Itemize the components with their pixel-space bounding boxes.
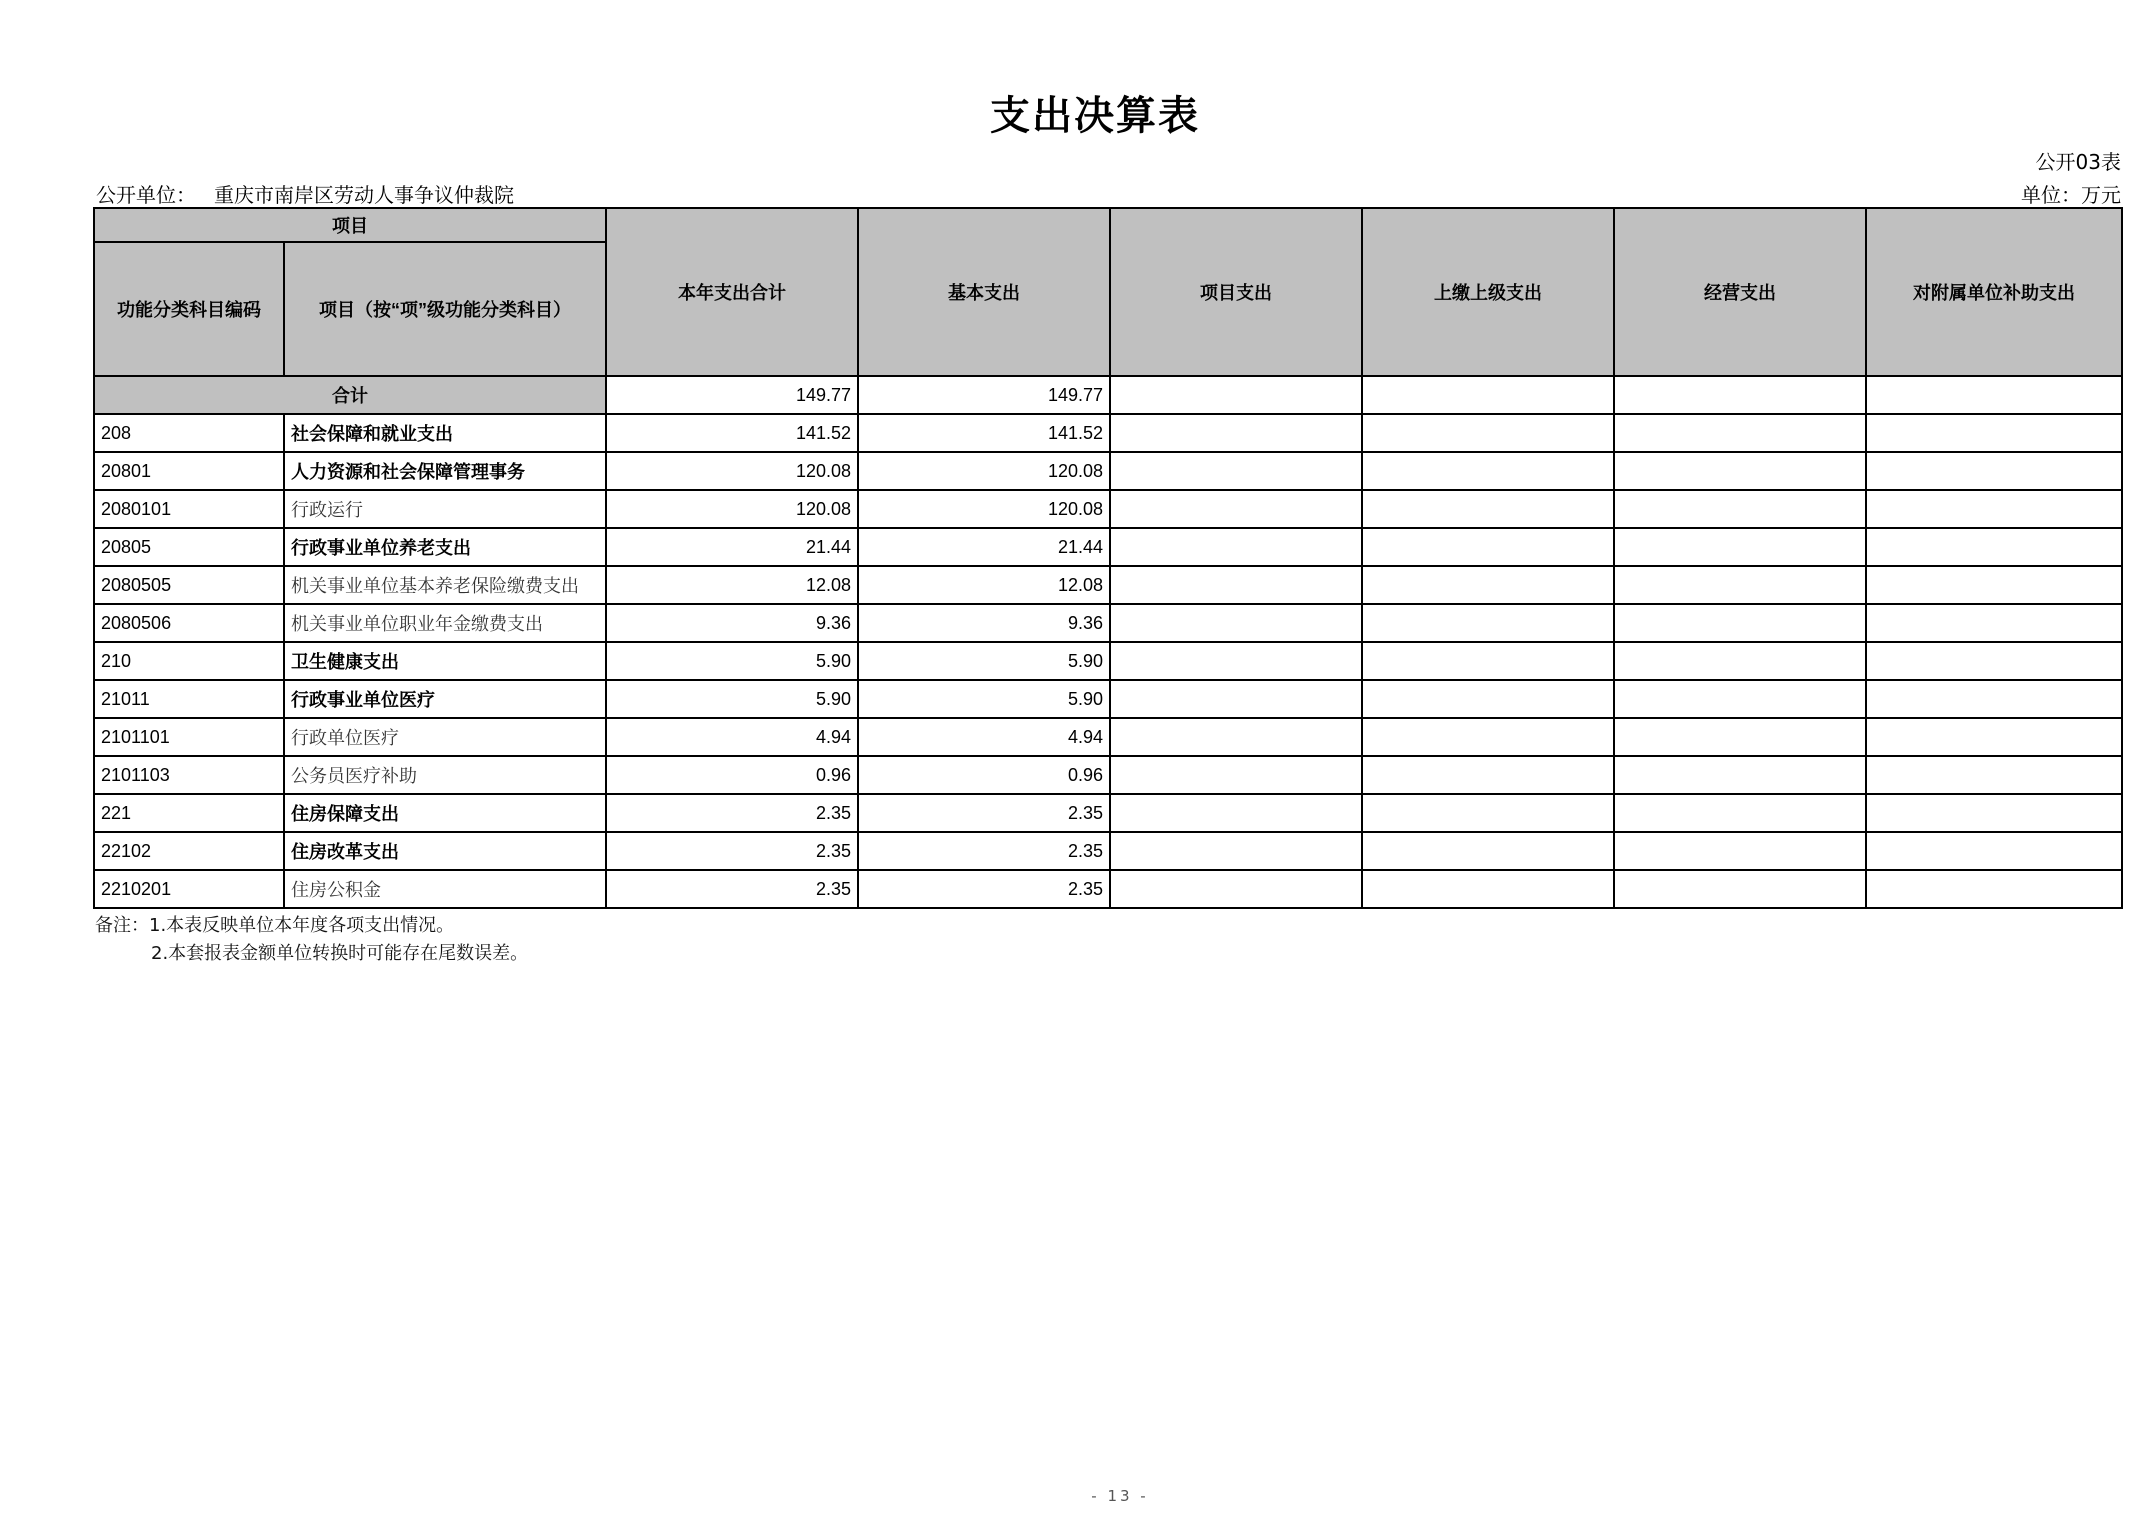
row-total: 21.44 bbox=[606, 528, 858, 566]
row-total: 2.35 bbox=[606, 870, 858, 908]
table-row bbox=[94, 642, 2122, 680]
table-row bbox=[94, 490, 2122, 528]
row-code: 2080505 bbox=[94, 566, 284, 604]
row-subsidy bbox=[1866, 452, 2122, 490]
row-upper-remittance bbox=[1362, 528, 1614, 566]
row-code: 208 bbox=[94, 414, 284, 452]
row-basic: 0.96 bbox=[858, 756, 1110, 794]
row-total: 4.94 bbox=[606, 718, 858, 756]
row-basic: 21.44 bbox=[858, 528, 1110, 566]
row-upper-remittance bbox=[1362, 604, 1614, 642]
row-total: 2.35 bbox=[606, 794, 858, 832]
row-total: 141.52 bbox=[606, 414, 858, 452]
header-project-expenditure: 项目支出 bbox=[1110, 208, 1362, 376]
row-business bbox=[1614, 756, 1866, 794]
row-basic: 9.36 bbox=[858, 604, 1110, 642]
row-business bbox=[1614, 566, 1866, 604]
reporting-unit-label: 公开单位： bbox=[96, 183, 196, 207]
row-code: 2210201 bbox=[94, 870, 284, 908]
note-line-1: 备注：1.本表反映单位本年度各项支出情况。 bbox=[95, 915, 455, 936]
row-project-expenditure bbox=[1110, 642, 1362, 680]
total-sum: 149.77 bbox=[606, 376, 858, 414]
row-project-expenditure bbox=[1110, 756, 1362, 794]
row-name: 行政运行 bbox=[284, 490, 606, 528]
row-code: 20805 bbox=[94, 528, 284, 566]
row-project-expenditure bbox=[1110, 490, 1362, 528]
row-basic: 5.90 bbox=[858, 642, 1110, 680]
row-name: 机关事业单位职业年金缴费支出 bbox=[284, 604, 606, 642]
header-business: 经营支出 bbox=[1614, 208, 1866, 376]
row-basic: 2.35 bbox=[858, 832, 1110, 870]
row-basic: 120.08 bbox=[858, 490, 1110, 528]
row-upper-remittance bbox=[1362, 680, 1614, 718]
reporting-unit-name: 重庆市南岸区劳动人事争议仲裁院 bbox=[214, 183, 514, 207]
row-project-expenditure bbox=[1110, 680, 1362, 718]
row-basic: 12.08 bbox=[858, 566, 1110, 604]
total-business bbox=[1614, 376, 1866, 414]
total-upper-remittance bbox=[1362, 376, 1614, 414]
row-project-expenditure bbox=[1110, 604, 1362, 642]
header-name: 项目（按“项”级功能分类科目） bbox=[284, 242, 606, 376]
row-name: 住房公积金 bbox=[284, 870, 606, 908]
row-total: 5.90 bbox=[606, 680, 858, 718]
table-row bbox=[94, 832, 2122, 870]
row-business bbox=[1614, 452, 1866, 490]
header-project: 项目 bbox=[94, 208, 606, 242]
row-total: 0.96 bbox=[606, 756, 858, 794]
row-name: 行政单位医疗 bbox=[284, 718, 606, 756]
row-name: 机关事业单位基本养老保险缴费支出 bbox=[284, 566, 606, 604]
row-subsidy bbox=[1866, 794, 2122, 832]
row-upper-remittance bbox=[1362, 718, 1614, 756]
row-business bbox=[1614, 680, 1866, 718]
row-subsidy bbox=[1866, 604, 2122, 642]
row-code: 2101103 bbox=[94, 756, 284, 794]
expenditure-table bbox=[93, 207, 2123, 909]
row-subsidy bbox=[1866, 414, 2122, 452]
row-upper-remittance bbox=[1362, 794, 1614, 832]
total-project-expenditure bbox=[1110, 376, 1362, 414]
row-subsidy bbox=[1866, 756, 2122, 794]
row-subsidy bbox=[1866, 718, 2122, 756]
row-project-expenditure bbox=[1110, 566, 1362, 604]
form-number: 公开03表 bbox=[2035, 150, 2121, 174]
table-row bbox=[94, 756, 2122, 794]
row-subsidy bbox=[1866, 870, 2122, 908]
header-subsidy: 对附属单位补助支出 bbox=[1866, 208, 2122, 376]
row-name: 公务员医疗补助 bbox=[284, 756, 606, 794]
row-basic: 2.35 bbox=[858, 794, 1110, 832]
header-basic: 基本支出 bbox=[858, 208, 1110, 376]
header-total: 本年支出合计 bbox=[606, 208, 858, 376]
row-business bbox=[1614, 642, 1866, 680]
row-code: 2101101 bbox=[94, 718, 284, 756]
table-row bbox=[94, 794, 2122, 832]
row-upper-remittance bbox=[1362, 642, 1614, 680]
reporting-unit bbox=[96, 179, 514, 208]
row-total: 9.36 bbox=[606, 604, 858, 642]
row-subsidy bbox=[1866, 490, 2122, 528]
page-number: - 13 - bbox=[1091, 1487, 1149, 1505]
row-basic: 2.35 bbox=[858, 870, 1110, 908]
row-business bbox=[1614, 794, 1866, 832]
row-total: 120.08 bbox=[606, 490, 858, 528]
row-name: 行政事业单位养老支出 bbox=[284, 528, 606, 566]
row-code: 2080506 bbox=[94, 604, 284, 642]
row-total: 2.35 bbox=[606, 832, 858, 870]
row-name: 社会保障和就业支出 bbox=[284, 414, 606, 452]
total-basic: 149.77 bbox=[858, 376, 1110, 414]
table-row bbox=[94, 452, 2122, 490]
row-basic: 120.08 bbox=[858, 452, 1110, 490]
header-code: 功能分类科目编码 bbox=[94, 242, 284, 376]
row-subsidy bbox=[1866, 642, 2122, 680]
table-row bbox=[94, 604, 2122, 642]
row-project-expenditure bbox=[1110, 718, 1362, 756]
row-project-expenditure bbox=[1110, 528, 1362, 566]
row-upper-remittance bbox=[1362, 490, 1614, 528]
row-upper-remittance bbox=[1362, 452, 1614, 490]
row-upper-remittance bbox=[1362, 870, 1614, 908]
row-upper-remittance bbox=[1362, 756, 1614, 794]
row-name: 卫生健康支出 bbox=[284, 642, 606, 680]
row-name: 行政事业单位医疗 bbox=[284, 680, 606, 718]
row-business bbox=[1614, 718, 1866, 756]
table-row bbox=[94, 414, 2122, 452]
header-upper-remittance: 上缴上级支出 bbox=[1362, 208, 1614, 376]
row-subsidy bbox=[1866, 566, 2122, 604]
row-code: 210 bbox=[94, 642, 284, 680]
row-business bbox=[1614, 490, 1866, 528]
row-name: 人力资源和社会保障管理事务 bbox=[284, 452, 606, 490]
row-business bbox=[1614, 414, 1866, 452]
row-project-expenditure bbox=[1110, 832, 1362, 870]
table-row bbox=[94, 870, 2122, 908]
total-label: 合计 bbox=[94, 376, 606, 414]
row-code: 22102 bbox=[94, 832, 284, 870]
row-total: 5.90 bbox=[606, 642, 858, 680]
row-total: 120.08 bbox=[606, 452, 858, 490]
row-subsidy bbox=[1866, 832, 2122, 870]
row-business bbox=[1614, 528, 1866, 566]
row-name: 住房改革支出 bbox=[284, 832, 606, 870]
row-business bbox=[1614, 870, 1866, 908]
row-upper-remittance bbox=[1362, 832, 1614, 870]
row-business bbox=[1614, 832, 1866, 870]
row-basic: 4.94 bbox=[858, 718, 1110, 756]
row-upper-remittance bbox=[1362, 414, 1614, 452]
row-subsidy bbox=[1866, 528, 2122, 566]
table-row bbox=[94, 528, 2122, 566]
row-project-expenditure bbox=[1110, 414, 1362, 452]
notes bbox=[95, 912, 528, 968]
row-code: 20801 bbox=[94, 452, 284, 490]
total-subsidy bbox=[1866, 376, 2122, 414]
row-basic: 5.90 bbox=[858, 680, 1110, 718]
row-code: 2080101 bbox=[94, 490, 284, 528]
money-unit: 单位：万元 bbox=[2021, 183, 2121, 207]
row-name: 住房保障支出 bbox=[284, 794, 606, 832]
row-business bbox=[1614, 604, 1866, 642]
row-project-expenditure bbox=[1110, 794, 1362, 832]
table-row bbox=[94, 680, 2122, 718]
row-code: 21011 bbox=[94, 680, 284, 718]
note-line-2: 2.本套报表金额单位转换时可能存在尾数误差。 bbox=[151, 943, 529, 964]
table-row bbox=[94, 566, 2122, 604]
page-title: 支出决算表 bbox=[990, 92, 1200, 139]
row-subsidy bbox=[1866, 680, 2122, 718]
table-row bbox=[94, 718, 2122, 756]
row-project-expenditure bbox=[1110, 870, 1362, 908]
row-basic: 141.52 bbox=[858, 414, 1110, 452]
row-upper-remittance bbox=[1362, 566, 1614, 604]
row-total: 12.08 bbox=[606, 566, 858, 604]
row-code: 221 bbox=[94, 794, 284, 832]
row-project-expenditure bbox=[1110, 452, 1362, 490]
total-row bbox=[94, 376, 2122, 414]
